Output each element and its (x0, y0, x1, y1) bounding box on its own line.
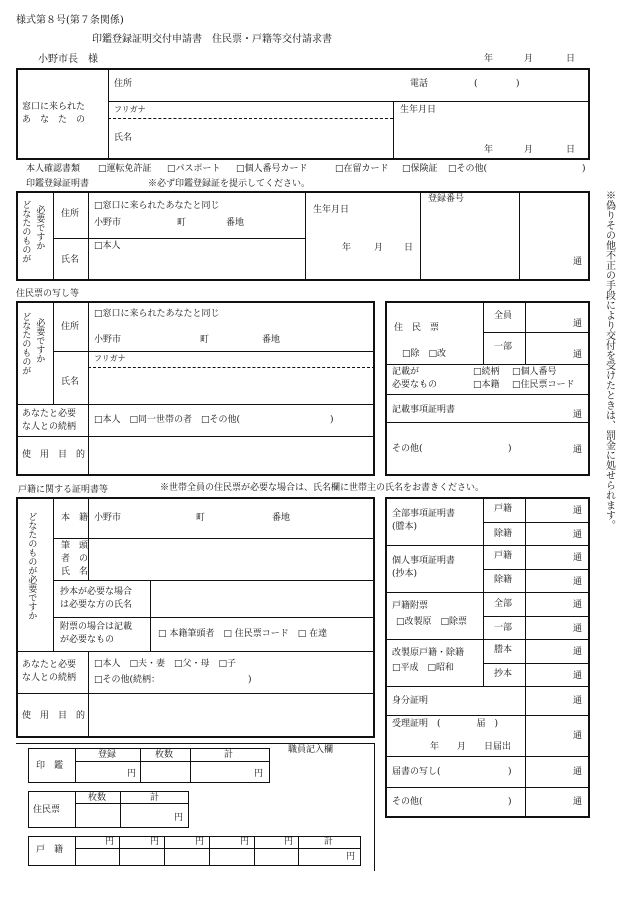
birth-year-label: 年 (484, 145, 494, 155)
seal-copies-unit: 通 (573, 257, 583, 267)
koseki-head-label: 筆 頭 (61, 541, 89, 551)
residence-town: 町 (200, 335, 210, 345)
kojin-cert-label: 個人事項証明書 (392, 556, 456, 566)
staff-jumin-total: 計 (150, 793, 160, 803)
staff-jumin-count: 枚数 (88, 793, 107, 803)
koseki-head-label-3: 氏 名 (61, 567, 89, 577)
seal-same-checkbox[interactable]: □窓口に来られたあなたと同じ (94, 201, 220, 211)
koseki-relation-label: あなたと必要 (22, 660, 77, 670)
kojin-joseki: 除籍 (494, 575, 513, 585)
seal-notice: ※必ず印鑑登録証を提示してください。 (148, 179, 311, 189)
kojin-koseki: 戸籍 (494, 551, 513, 561)
copies-8: 通 (573, 671, 583, 681)
residence-matters-cert: 記載事項証明書 (392, 405, 456, 415)
staff-seal-total: 計 (224, 750, 234, 760)
residence-other-label: その他( (392, 444, 423, 454)
residence-same-checkbox[interactable]: □窓口に来られたあなたと同じ (94, 309, 220, 319)
koseki-city: 小野市 (94, 513, 122, 523)
form-title: 印鑑登録証明交付申請書 住民票・戸籍等交付請求書 (92, 34, 332, 45)
copies-11: 通 (573, 767, 583, 777)
date-day-label: 日 (566, 54, 576, 64)
koseki-other-label: その他( (392, 797, 423, 807)
form-number: 様式第８号(第７条関係) (16, 15, 124, 26)
seal-month-label: 月 (374, 243, 384, 253)
staff-jumin-yen: 円 (174, 813, 184, 823)
birth-day-label: 日 (566, 145, 576, 155)
koseki-section-title: 戸籍に関する証明書等 (18, 485, 109, 495)
seal-birth-label: 生年月日 (313, 205, 350, 215)
residence-opt-code[interactable]: □住民票コード (512, 380, 575, 390)
applicant-name-label: 氏名 (114, 133, 133, 143)
phone-paren-close: ) (516, 79, 520, 89)
residence-other-close: ) (508, 444, 512, 454)
seal-section-title: 印鑑登録証明書 (26, 179, 90, 189)
koseki-fuhyo-label-2: が必要なもの (60, 635, 115, 645)
kaisei-era-checkboxes[interactable]: □平成 □昭和 (392, 663, 455, 673)
kaisei-tohon: 謄本 (494, 645, 513, 655)
staff-seal-yen-1: 円 (127, 769, 137, 779)
koseki-head-label-2: 者 の (61, 554, 89, 564)
zenbu-joseki: 除籍 (494, 529, 513, 539)
koseki-purpose-label: 使 用 目 的 (22, 711, 86, 721)
date-year-label: 年 (484, 54, 494, 64)
residence-name-label: 氏名 (61, 377, 80, 387)
fuhyo-all: 全部 (494, 599, 513, 609)
residence-other-copies: 通 (573, 445, 583, 455)
staff-koseki-yen-2: 円 (150, 837, 160, 847)
staff-koseki-label: 戸 籍 (36, 845, 64, 855)
applicant-box (16, 68, 590, 160)
staff-koseki-yen-3: 円 (195, 837, 205, 847)
staff-seal-count: 枚数 (155, 750, 174, 760)
koseki-other-close: ) (508, 797, 512, 807)
seal-name-label: 氏名 (61, 255, 80, 265)
residence-who-label-2: 必要ですか (34, 318, 45, 363)
copies-9: 通 (573, 696, 583, 706)
id-doc-residence-card[interactable]: □在留カード (335, 164, 389, 174)
applicant-label-2: あ な た の (22, 115, 86, 125)
juri-date-label: 年 月 日届出 (430, 742, 512, 752)
applicant-birth-label: 生年月日 (400, 105, 437, 115)
seal-city: 小野市 (94, 218, 122, 228)
residence-purpose-label: 使 用 目 的 (22, 450, 86, 460)
residence-opt-relation[interactable]: □続柄 (473, 367, 500, 377)
phone-paren-open: ( (474, 79, 478, 89)
applicant-furigana-label: フリガナ (114, 105, 146, 114)
residence-all-label: 全員 (494, 311, 513, 321)
seal-who-label-2: 必要ですか (34, 205, 45, 250)
seal-self-checkbox[interactable]: □本人 (94, 241, 121, 251)
koseki-town: 町 (196, 513, 206, 523)
staff-koseki-yen-5: 円 (284, 837, 294, 847)
kojin-cert-label-2: (抄本) (392, 569, 418, 579)
koseki-relation-close: ) (248, 675, 252, 685)
copies-3: 通 (573, 553, 583, 563)
residence-city: 小野市 (94, 335, 122, 345)
koseki-relation-label-2: な人との続柄 (22, 673, 77, 683)
fuhyo-part: 一部 (494, 623, 513, 633)
copies-12: 通 (573, 797, 583, 807)
zenbu-cert-label-2: (謄本) (392, 522, 418, 532)
applicant-phone-label: 電話 (410, 79, 429, 89)
staff-seal-yen-2: 円 (254, 769, 264, 779)
koseki-relation-other[interactable]: □その他(続柄： (94, 675, 161, 685)
koseki-banchi: 番地 (272, 513, 291, 523)
residence-all-copies: 通 (573, 319, 583, 329)
id-docs-label: 本人確認書類 (26, 164, 81, 174)
id-doc-passport[interactable]: □パスポート (167, 164, 221, 174)
koseki-extract-label: 抄本が必要な場合 (60, 587, 133, 597)
residence-part-label: 一部 (494, 342, 513, 352)
koseki-fuhyo-options[interactable]: □ 本籍筆頭者 □ 住民票コード □ 在達 (158, 629, 328, 639)
kaisei-label: 改製原戸籍・除籍 (392, 648, 465, 658)
koseki-notice: ※世帯全員の住民票が必要な場合は、氏名欄に世帯主の氏名をお書きください。 (160, 483, 485, 493)
copies-6: 通 (573, 624, 583, 634)
residence-opt-mynumber[interactable]: □個人番号 (512, 367, 557, 377)
kaisei-shohon: 抄本 (494, 669, 513, 679)
residence-entries-label-2: 必要なもの (392, 380, 438, 390)
todoke-close: ) (508, 767, 512, 777)
mibun-label: 身分証明 (392, 696, 429, 706)
staff-koseki-total: 計 (324, 837, 334, 847)
residence-banchi: 番地 (262, 335, 281, 345)
residence-entries-label: 記載が (392, 367, 420, 377)
staff-jumin-label: 住民票 (33, 805, 61, 815)
todoke-label: 届書の写し( (392, 767, 441, 777)
date-month-label: 月 (524, 54, 534, 64)
id-doc-license[interactable]: □運転免許証 (98, 164, 152, 174)
copies-10: 通 (573, 731, 583, 741)
seal-town: 町 (177, 218, 187, 228)
copies-5: 通 (573, 600, 583, 610)
seal-reg-no-label: 登録番号 (428, 194, 465, 204)
applicant-address-label: 住所 (114, 79, 133, 89)
residence-address-label: 住所 (61, 322, 80, 332)
id-doc-other-close: ) (582, 164, 586, 174)
id-doc-insurance[interactable]: □保険証 (402, 164, 438, 174)
juri-label: 受理証明 ( 届 ) (392, 719, 499, 729)
residence-relation-label: あなたと必要 (22, 409, 77, 419)
staff-koseki-yen-1: 円 (105, 837, 115, 847)
residence-jumin-label: 住 民 票 (394, 323, 440, 333)
id-doc-mynumber[interactable]: □個人番号カード (236, 164, 308, 174)
fuhyo-label: 戸籍附票 (392, 601, 429, 611)
staff-label: 職員記入欄 (288, 745, 334, 755)
seal-day-label: 日 (404, 243, 414, 253)
residence-part-copies: 通 (573, 350, 583, 360)
zenbu-cert-label: 全部事項証明書 (392, 509, 456, 519)
staff-seal-reg: 登録 (98, 750, 117, 760)
fuhyo-checkboxes[interactable]: □改製原 □除票 (396, 617, 468, 627)
seal-banchi: 番地 (226, 218, 245, 228)
residence-removed-checkboxes[interactable]: □除 □改 (402, 349, 447, 359)
staff-seal-label: 印 鑑 (36, 761, 64, 771)
koseki-fuhyo-label: 附票の場合は記載 (60, 622, 133, 632)
copies-7: 通 (573, 647, 583, 657)
koseki-honseki-label: 本 籍 (61, 513, 89, 523)
koseki-extract-label-2: は必要な方の氏名 (60, 600, 133, 610)
residence-furigana-label: フリガナ (94, 354, 126, 363)
birth-month-label: 月 (524, 145, 534, 155)
seal-address-label: 住所 (61, 209, 80, 219)
addressee: 小野市長 様 (38, 54, 98, 65)
residence-who-label: どなたのものが (20, 312, 31, 375)
staff-koseki-yen-4: 円 (240, 837, 250, 847)
side-note: ※偽りその他不正の手段により交付を受けたときは、罰金に処せられます。 (603, 190, 615, 530)
residence-relation-options[interactable]: □本人 □同一世帯の者 □その他( (94, 415, 241, 425)
copies-2: 通 (573, 530, 583, 540)
copies-4: 通 (573, 577, 583, 587)
residence-relation-label-2: な人との続柄 (22, 422, 77, 432)
koseki-relation-options[interactable]: □本人 □夫・妻 □父・母 □子 (94, 659, 237, 669)
koseki-who-label: どなたのものが必要ですか (26, 512, 37, 620)
seal-year-label: 年 (342, 243, 352, 253)
applicant-label: 窓口に来られた (22, 102, 86, 112)
zenbu-koseki: 戸籍 (494, 504, 513, 514)
id-doc-other[interactable]: □その他( (448, 164, 488, 174)
residence-section-title: 住民票の写し等 (16, 289, 80, 299)
copies-1: 通 (573, 506, 583, 516)
seal-who-label: どなたのものが (20, 200, 31, 263)
staff-seal-box (28, 748, 270, 783)
residence-opt-honseki[interactable]: □本籍 (473, 380, 500, 390)
residence-relation-close: ) (330, 415, 334, 425)
staff-koseki-yen-6: 円 (346, 852, 356, 862)
residence-matters-copies: 通 (573, 410, 583, 420)
